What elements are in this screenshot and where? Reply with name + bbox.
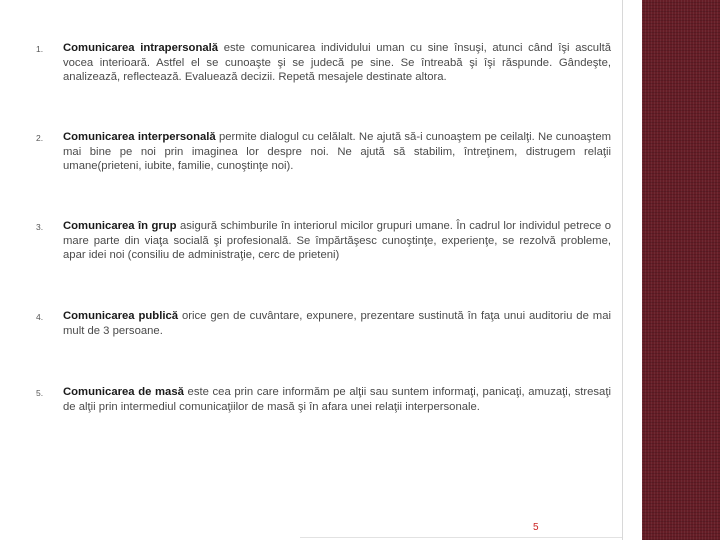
item-number: 5.	[36, 388, 44, 398]
item-text	[63, 385, 611, 414]
item-term: Comunicarea publică	[63, 310, 179, 322]
item-line: cunoaştem mai bine pe noi prin imaginea lor despre noi. Ne ajută să stabilim, întreţinem, distrugem	[63, 131, 612, 158]
bottom-divider	[300, 537, 622, 538]
item-line: ascultă vocea interioară. Astfel el se cunoaşte şi se judecă pe sine. Se întreabă şi îşi	[63, 42, 612, 69]
item-term: Comunicarea în grup	[63, 220, 177, 232]
item-number: 3.	[36, 222, 44, 232]
item-line: este comunicarea individului uman cu sine însuşi, atunci când îşi	[223, 42, 570, 54]
item-line: stresaţi de alţii prin intermediul comunicaţiilor de masă şi în afara unei relaţii interpersonale.	[63, 386, 611, 413]
decorative-side-panel	[642, 0, 720, 540]
item-line: permite dialogul cu celălalt. Ne ajută să-i cunoaştem pe ceilalţi. Ne	[218, 131, 553, 143]
item-text	[63, 41, 611, 85]
item-term: Comunicarea intrapersonală	[63, 42, 219, 54]
item-line: petrece o mare parte din viaţa socială şi profesională. Se împărtăşesc cunoştinţe, experienţe, se	[63, 220, 612, 247]
side-divider	[622, 0, 623, 540]
item-number: 4.	[36, 312, 44, 322]
item-line: este cea prin care informăm pe alţii sau suntem informaţi, panicaţi, amuzaţi,	[187, 386, 571, 398]
item-term: Comunicarea de masă	[63, 386, 184, 398]
item-line: rezolvă probleme, apar idei noi (consiliu de administraţie, cerc de prieteni)	[63, 234, 612, 262]
item-number: 2.	[36, 133, 44, 143]
item-number: 1.	[36, 44, 44, 54]
item-term: Comunicarea interpersonală	[63, 131, 216, 143]
item-line: relaţii umane(prieteni, iubite, familie, cunoştinţe noi).	[63, 145, 612, 173]
item-line: orice gen de cuvântare, expunere, prezentare sustinută în faţa unui auditoriu de	[181, 310, 589, 322]
item-text	[63, 219, 611, 263]
item-text	[63, 130, 611, 174]
item-text	[63, 309, 611, 338]
item-line: asigură schimburile în interiorul micilor grupuri umane. În cadrul lor individul	[180, 220, 561, 232]
item-line: mai mult de 3 persoane.	[63, 310, 611, 337]
item-line: răspunde. Gândeşte, analizează, reflectează. Evaluează decizii. Repetă mesajele destinate altora.	[63, 56, 611, 84]
page-number: 5	[533, 522, 539, 533]
